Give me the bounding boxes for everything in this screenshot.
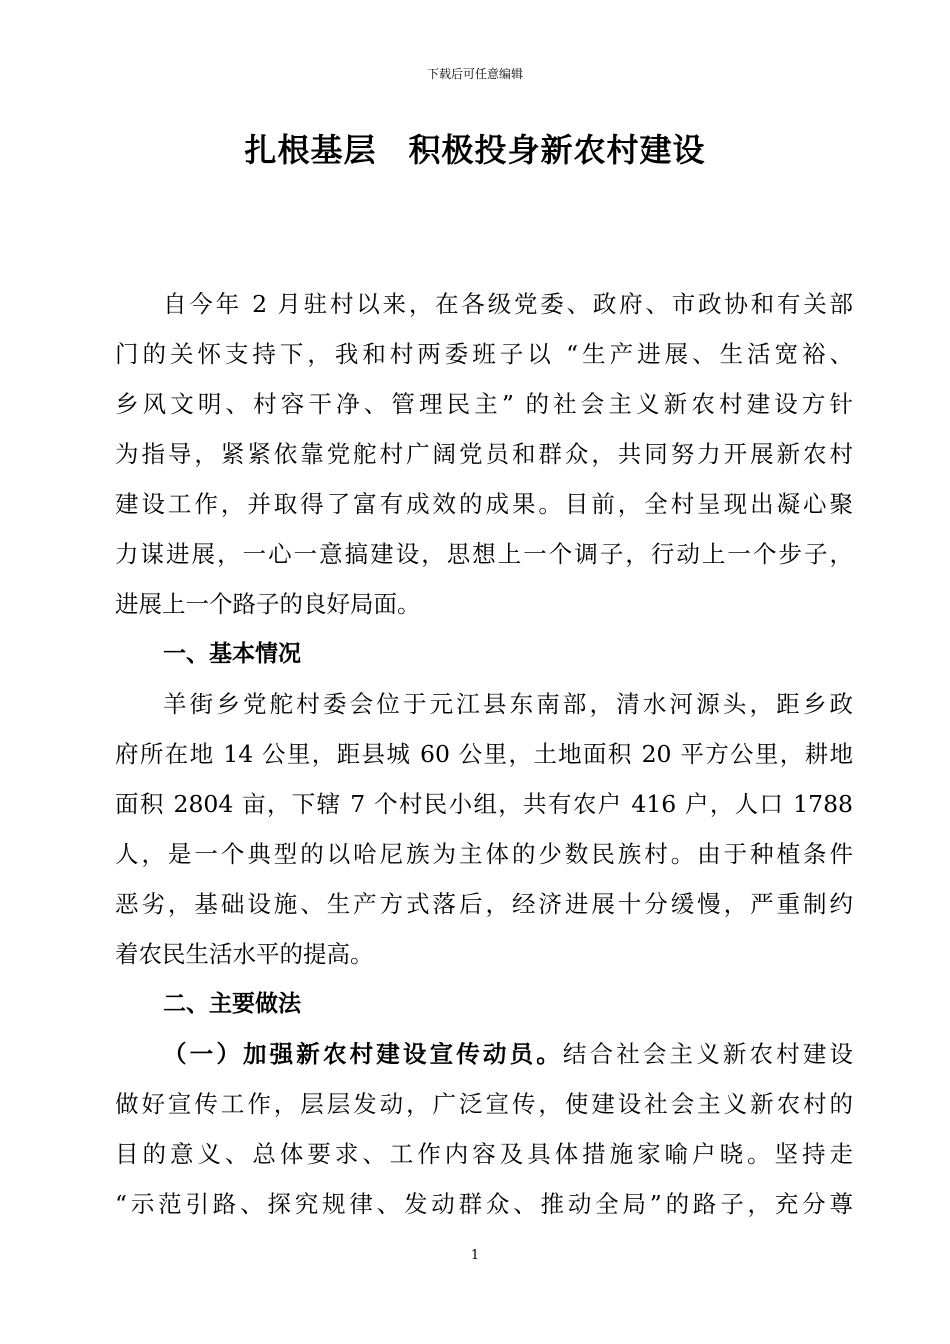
header-note: 下载后可任意编辑 bbox=[426, 67, 523, 81]
paragraph-line: 目的意义、总体要求、工作内容及具体措施家喻户晓。坚持走 bbox=[115, 1140, 853, 1168]
paragraph-line bbox=[115, 1029, 853, 1079]
paragraph-line: 做好宣传工作，层层发动，广泛宣传，使建设社会主义新农村的 bbox=[115, 1090, 853, 1118]
document-body bbox=[115, 279, 853, 1229]
paragraph-line: 府所在地 14 公里，距县城 60 公里，土地面积 20 平方公里，耕地 bbox=[115, 740, 853, 768]
section-heading-basic-situation: 一、基本情况 bbox=[163, 641, 301, 667]
paragraph-line: 面积 2804 亩，下辖 7 个村民小组，共有农户 416 户，人口 1788 bbox=[115, 790, 853, 818]
paragraph-line: 恶劣，基础设施、生产方式落后，经济进展十分缓慢，严重制约 bbox=[115, 890, 853, 918]
document-title bbox=[0, 128, 950, 172]
paragraph-line: 力谋进展，一心一意搞建设，思想上一个调子，行动上一个步子， bbox=[115, 540, 853, 568]
section-heading-main-practices: 二、主要做法 bbox=[163, 991, 301, 1017]
paragraph-line: 乡风文明、村容干净、管理民主” 的社会主义新农村建设方针 bbox=[115, 390, 853, 418]
paragraph-line-rest: 结合社会主义新农村建设 bbox=[562, 1040, 854, 1068]
paragraph-line: 自今年 2 月驻村以来，在各级党委、政府、市政协和有关部 bbox=[163, 290, 853, 318]
paragraph-line: 为指导，紧紧依靠党舵村广阔党员和群众，共同努力开展新农村 bbox=[115, 440, 853, 468]
paragraph-line: 人，是一个典型的以哈尼族为主体的少数民族村。由于种植条件 bbox=[115, 840, 853, 868]
paragraph-line: 羊街乡党舵村委会位于元江县东南部，清水河源头，距乡政 bbox=[163, 690, 853, 718]
paragraph-line: 建设工作，并取得了富有成效的成果。目前，全村呈现出凝心聚 bbox=[115, 490, 853, 518]
paragraph-line: 着农民生活水平的提高。 bbox=[115, 940, 374, 968]
page-number: 1 bbox=[470, 1248, 480, 1263]
paragraph-line: “示范引路、探究规律、发动群众、推动全局”的路子，充分尊 bbox=[115, 1190, 853, 1218]
title-part-2: 积极投身新农村建设 bbox=[408, 131, 706, 169]
subsection-lead: （一）加强新农村建设宣传动员。 bbox=[163, 1040, 563, 1068]
paragraph-line: 进展上一个路子的良好局面。 bbox=[115, 590, 421, 618]
paragraph-line: 门的关怀支持下，我和村两委班子以 “生产进展、生活宽裕、 bbox=[115, 340, 853, 368]
title-part-1: 扎根基层 bbox=[244, 131, 377, 169]
